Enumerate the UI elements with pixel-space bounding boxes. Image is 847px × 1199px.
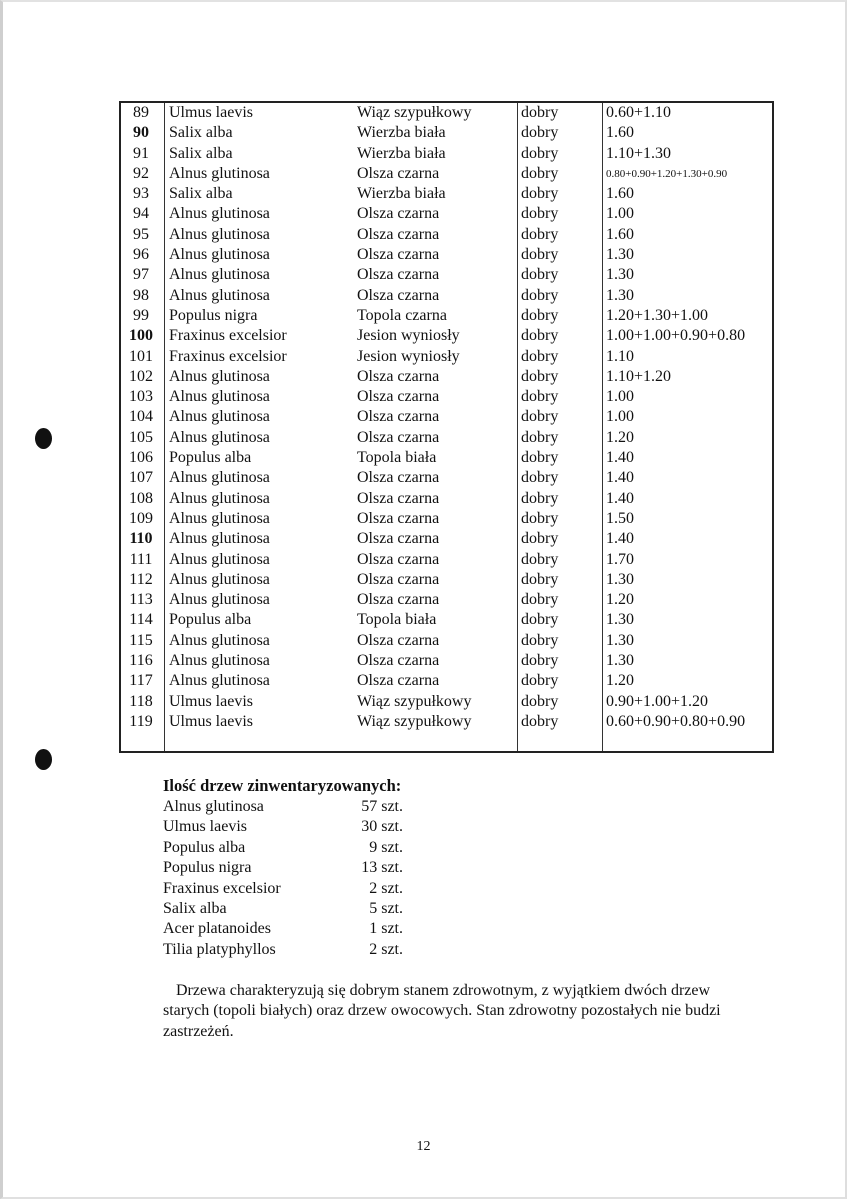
latin-name: Alnus glutinosa <box>169 591 270 609</box>
trunk-circumference: 1.20 <box>606 591 634 609</box>
tree-number: 104 <box>129 408 153 426</box>
table-row <box>121 671 772 691</box>
table-row <box>121 144 772 164</box>
latin-name: Fraxinus excelsior <box>169 347 287 365</box>
summary-item <box>163 899 563 919</box>
trunk-circumference: 1.40 <box>606 489 634 507</box>
trunk-circumference: 1.00 <box>606 388 634 406</box>
polish-name: Olsza czarna <box>357 286 440 304</box>
species-name: Fraxinus excelsior <box>163 879 281 897</box>
health-state: dobry <box>521 672 559 690</box>
table-row <box>121 184 772 204</box>
latin-name: Populus alba <box>169 611 252 629</box>
species-count: 57 szt. <box>361 798 403 815</box>
summary-item <box>163 858 563 878</box>
summary-item <box>163 817 563 837</box>
species-count: 9 szt. <box>369 838 403 856</box>
table-row <box>121 631 772 651</box>
table-row <box>121 347 772 367</box>
table-row <box>121 103 772 123</box>
tree-number: 101 <box>129 347 153 365</box>
latin-name: Fraxinus excelsior <box>169 327 287 345</box>
species-count: 2 szt. <box>369 940 403 958</box>
health-state: dobry <box>521 306 559 324</box>
polish-name: Olsza czarna <box>357 408 440 426</box>
polish-name: Olsza czarna <box>357 164 440 182</box>
latin-name: Alnus glutinosa <box>169 672 270 690</box>
health-state: dobry <box>521 286 559 304</box>
table-row <box>121 468 772 488</box>
latin-name: Salix alba <box>169 185 233 203</box>
health-state: dobry <box>521 591 559 609</box>
latin-name: Populus alba <box>169 449 252 467</box>
tree-number: 89 <box>133 104 149 121</box>
latin-name: Alnus glutinosa <box>169 266 270 284</box>
tree-number: 99 <box>133 306 149 324</box>
trunk-circumference: 1.30 <box>606 246 634 264</box>
table-row <box>121 204 772 224</box>
trunk-circumference: 1.30 <box>606 570 634 588</box>
tree-inventory-table <box>119 101 774 753</box>
summary-item <box>163 838 563 858</box>
latin-name: Alnus glutinosa <box>169 631 270 649</box>
polish-name: Olsza czarna <box>357 266 440 284</box>
summary-item <box>163 919 563 939</box>
trunk-circumference: 0.60+1.10 <box>606 104 672 121</box>
species-name: Populus nigra <box>163 859 252 877</box>
table-row <box>121 367 772 387</box>
species-count: 13 szt. <box>361 859 403 877</box>
polish-name: Olsza czarna <box>357 672 440 690</box>
table-row <box>121 651 772 671</box>
table-row <box>121 123 772 143</box>
health-state: dobry <box>521 631 559 649</box>
species-count: 2 szt. <box>369 879 403 897</box>
latin-name: Alnus glutinosa <box>169 550 270 568</box>
polish-name: Olsza czarna <box>357 367 440 385</box>
latin-name: Alnus glutinosa <box>169 570 270 588</box>
tree-number: 117 <box>129 672 153 690</box>
trunk-circumference: 1.40 <box>606 469 634 487</box>
polish-name: Olsza czarna <box>357 388 440 406</box>
tree-number: 111 <box>129 550 153 568</box>
tree-number: 107 <box>129 469 153 487</box>
table-row <box>121 712 772 732</box>
latin-name: Alnus glutinosa <box>169 489 270 507</box>
health-state: dobry <box>521 246 559 264</box>
health-state: dobry <box>521 225 559 243</box>
table-row <box>121 306 772 326</box>
polish-name: Wiąz szypułkowy <box>357 104 472 121</box>
health-state: dobry <box>521 530 559 548</box>
trunk-circumference: 1.20+1.30+1.00 <box>606 306 709 324</box>
health-state: dobry <box>521 104 559 121</box>
trunk-circumference: 1.00 <box>606 205 634 223</box>
trunk-circumference: 1.20 <box>606 672 634 690</box>
trunk-circumference: 1.30 <box>606 286 634 304</box>
species-count: 5 szt. <box>369 899 403 917</box>
health-state: dobry <box>521 144 559 162</box>
health-state: dobry <box>521 652 559 670</box>
health-state: dobry <box>521 611 559 629</box>
trunk-circumference: 0.80+0.90+1.20+1.30+0.90 <box>606 167 728 180</box>
polish-name: Olsza czarna <box>357 631 440 649</box>
table-row <box>121 265 772 285</box>
tree-number: 92 <box>133 164 149 182</box>
species-name: Alnus glutinosa <box>163 798 264 815</box>
latin-name: Alnus glutinosa <box>169 428 270 446</box>
trunk-circumference: 1.70 <box>606 550 634 568</box>
trunk-circumference: 0.90+1.00+1.20 <box>606 692 709 710</box>
health-state: dobry <box>521 124 559 142</box>
latin-name: Alnus glutinosa <box>169 246 270 264</box>
trunk-circumference: 1.30 <box>606 266 634 284</box>
page-number: 12 <box>416 1139 431 1154</box>
trunk-circumference: 1.10 <box>606 347 634 365</box>
health-state: dobry <box>521 347 559 365</box>
polish-name: Wierzba biała <box>357 144 446 162</box>
health-state: dobry <box>521 327 559 345</box>
health-state: dobry <box>521 712 559 730</box>
punch-hole <box>35 749 52 770</box>
health-state: dobry <box>521 388 559 406</box>
trunk-circumference: 1.40 <box>606 530 634 548</box>
species-name: Populus alba <box>163 838 246 856</box>
polish-name: Wierzba biała <box>357 124 446 142</box>
table-row <box>121 407 772 427</box>
latin-name: Alnus glutinosa <box>169 225 270 243</box>
tree-number: 105 <box>129 428 153 446</box>
table-row <box>121 326 772 346</box>
health-state: dobry <box>521 570 559 588</box>
latin-name: Ulmus laevis <box>169 692 253 710</box>
polish-name: Olsza czarna <box>357 246 440 264</box>
latin-name: Alnus glutinosa <box>169 408 270 426</box>
tree-number: 100 <box>129 327 153 345</box>
table-row <box>121 164 772 184</box>
table-row <box>121 550 772 570</box>
latin-name: Alnus glutinosa <box>169 388 270 406</box>
species-count: 30 szt. <box>361 818 403 836</box>
trunk-circumference: 1.10+1.20 <box>606 367 672 385</box>
tree-number: 97 <box>133 266 149 284</box>
polish-name: Olsza czarna <box>357 550 440 568</box>
health-state: dobry <box>521 489 559 507</box>
tree-number: 118 <box>129 692 153 710</box>
health-state: dobry <box>521 469 559 487</box>
health-assessment-paragraph: Drzewa charakteryzują się dobrym stanem zdrowotnym, z wyjątkiem dwóch drzew starych (topoli białych) oraz drzew owocowych. Stan zdrowotny pozostałych nie budzi zastrzeżeń. <box>163 982 721 1040</box>
species-name: Tilia platyphyllos <box>163 940 276 958</box>
latin-name: Alnus glutinosa <box>169 530 270 548</box>
tree-number: 109 <box>129 509 153 527</box>
table-row <box>121 489 772 509</box>
species-name: Ulmus laevis <box>163 818 247 836</box>
health-state: dobry <box>521 367 559 385</box>
latin-name: Ulmus laevis <box>169 712 253 730</box>
trunk-circumference: 1.60 <box>606 124 634 142</box>
tree-number: 98 <box>133 286 149 304</box>
species-name: Salix alba <box>163 899 227 917</box>
table-row <box>121 428 772 448</box>
polish-name: Olsza czarna <box>357 469 440 487</box>
trunk-circumference: 1.20 <box>606 428 634 446</box>
punch-hole <box>35 428 52 449</box>
health-state: dobry <box>521 205 559 223</box>
health-state: dobry <box>521 550 559 568</box>
species-count: 1 szt. <box>369 920 403 938</box>
tree-number: 115 <box>129 631 153 649</box>
species-name: Acer platanoides <box>163 920 271 938</box>
tree-number: 114 <box>129 611 153 629</box>
table-row <box>121 448 772 468</box>
latin-name: Alnus glutinosa <box>169 469 270 487</box>
table-row <box>121 245 772 265</box>
health-state: dobry <box>521 266 559 284</box>
latin-name: Alnus glutinosa <box>169 286 270 304</box>
health-state: dobry <box>521 509 559 527</box>
latin-name: Alnus glutinosa <box>169 367 270 385</box>
trunk-circumference: 1.40 <box>606 449 634 467</box>
table-row <box>121 509 772 529</box>
tree-count-summary <box>163 776 563 960</box>
tree-number: 103 <box>129 388 153 406</box>
latin-name: Alnus glutinosa <box>169 652 270 670</box>
tree-number: 110 <box>129 530 153 548</box>
polish-name: Olsza czarna <box>357 205 440 223</box>
table-row <box>121 529 772 549</box>
latin-name: Ulmus laevis <box>169 104 253 121</box>
table-row <box>121 225 772 245</box>
polish-name: Wierzba biała <box>357 185 446 203</box>
polish-name: Topola czarna <box>357 306 447 324</box>
polish-name: Olsza czarna <box>357 428 440 446</box>
polish-name: Olsza czarna <box>357 652 440 670</box>
table-row <box>121 570 772 590</box>
tree-number: 119 <box>129 712 153 730</box>
latin-name: Populus nigra <box>169 306 258 324</box>
polish-name: Olsza czarna <box>357 570 440 588</box>
tree-number: 106 <box>129 449 153 467</box>
tree-number: 96 <box>133 246 149 264</box>
trunk-circumference: 0.60+0.90+0.80+0.90 <box>606 712 746 730</box>
latin-name: Alnus glutinosa <box>169 205 270 223</box>
table-row <box>121 387 772 407</box>
trunk-circumference: 1.30 <box>606 652 634 670</box>
tree-number: 102 <box>129 367 153 385</box>
health-state: dobry <box>521 185 559 203</box>
health-state: dobry <box>521 449 559 467</box>
polish-name: Olsza czarna <box>357 225 440 243</box>
table-row <box>121 590 772 610</box>
polish-name: Wiąz szypułkowy <box>357 692 472 710</box>
tree-number: 108 <box>129 489 153 507</box>
latin-name: Salix alba <box>169 124 233 142</box>
summary-list <box>163 797 563 960</box>
polish-name: Jesion wyniosły <box>357 327 460 345</box>
trunk-circumference: 1.30 <box>606 611 634 629</box>
summary-item <box>163 879 563 899</box>
latin-name: Alnus glutinosa <box>169 509 270 527</box>
table-row <box>121 692 772 712</box>
trunk-circumference: 1.60 <box>606 225 634 243</box>
summary-item <box>163 940 563 960</box>
polish-name: Olsza czarna <box>357 509 440 527</box>
health-state: dobry <box>521 692 559 710</box>
trunk-circumference: 1.60 <box>606 185 634 203</box>
polish-name: Topola biała <box>357 611 437 629</box>
trunk-circumference: 1.30 <box>606 631 634 649</box>
summary-item <box>163 797 563 817</box>
health-state: dobry <box>521 408 559 426</box>
polish-name: Wiąz szypułkowy <box>357 712 472 730</box>
trunk-circumference: 1.00 <box>606 408 634 426</box>
health-state: dobry <box>521 164 559 182</box>
latin-name: Alnus glutinosa <box>169 164 270 182</box>
trunk-circumference: 1.00+1.00+0.90+0.80 <box>606 327 746 345</box>
table-row <box>121 610 772 630</box>
trunk-circumference: 1.10+1.30 <box>606 144 672 162</box>
latin-name: Salix alba <box>169 144 233 162</box>
tree-number: 94 <box>133 205 149 223</box>
summary-title: Ilość drzew zinwentaryzowanych: <box>163 776 402 795</box>
health-state: dobry <box>521 428 559 446</box>
tree-number: 112 <box>129 570 153 588</box>
polish-name: Olsza czarna <box>357 591 440 609</box>
polish-name: Olsza czarna <box>357 530 440 548</box>
tree-number: 91 <box>133 144 149 162</box>
tree-number: 116 <box>129 652 153 670</box>
trunk-circumference: 1.50 <box>606 509 634 527</box>
tree-number: 95 <box>133 225 149 243</box>
polish-name: Jesion wyniosły <box>357 347 460 365</box>
tree-number: 90 <box>133 124 149 142</box>
tree-number: 113 <box>129 591 153 609</box>
table-row <box>121 286 772 306</box>
polish-name: Topola biała <box>357 449 437 467</box>
tree-number: 93 <box>133 185 149 203</box>
polish-name: Olsza czarna <box>357 489 440 507</box>
table-body <box>121 103 772 732</box>
